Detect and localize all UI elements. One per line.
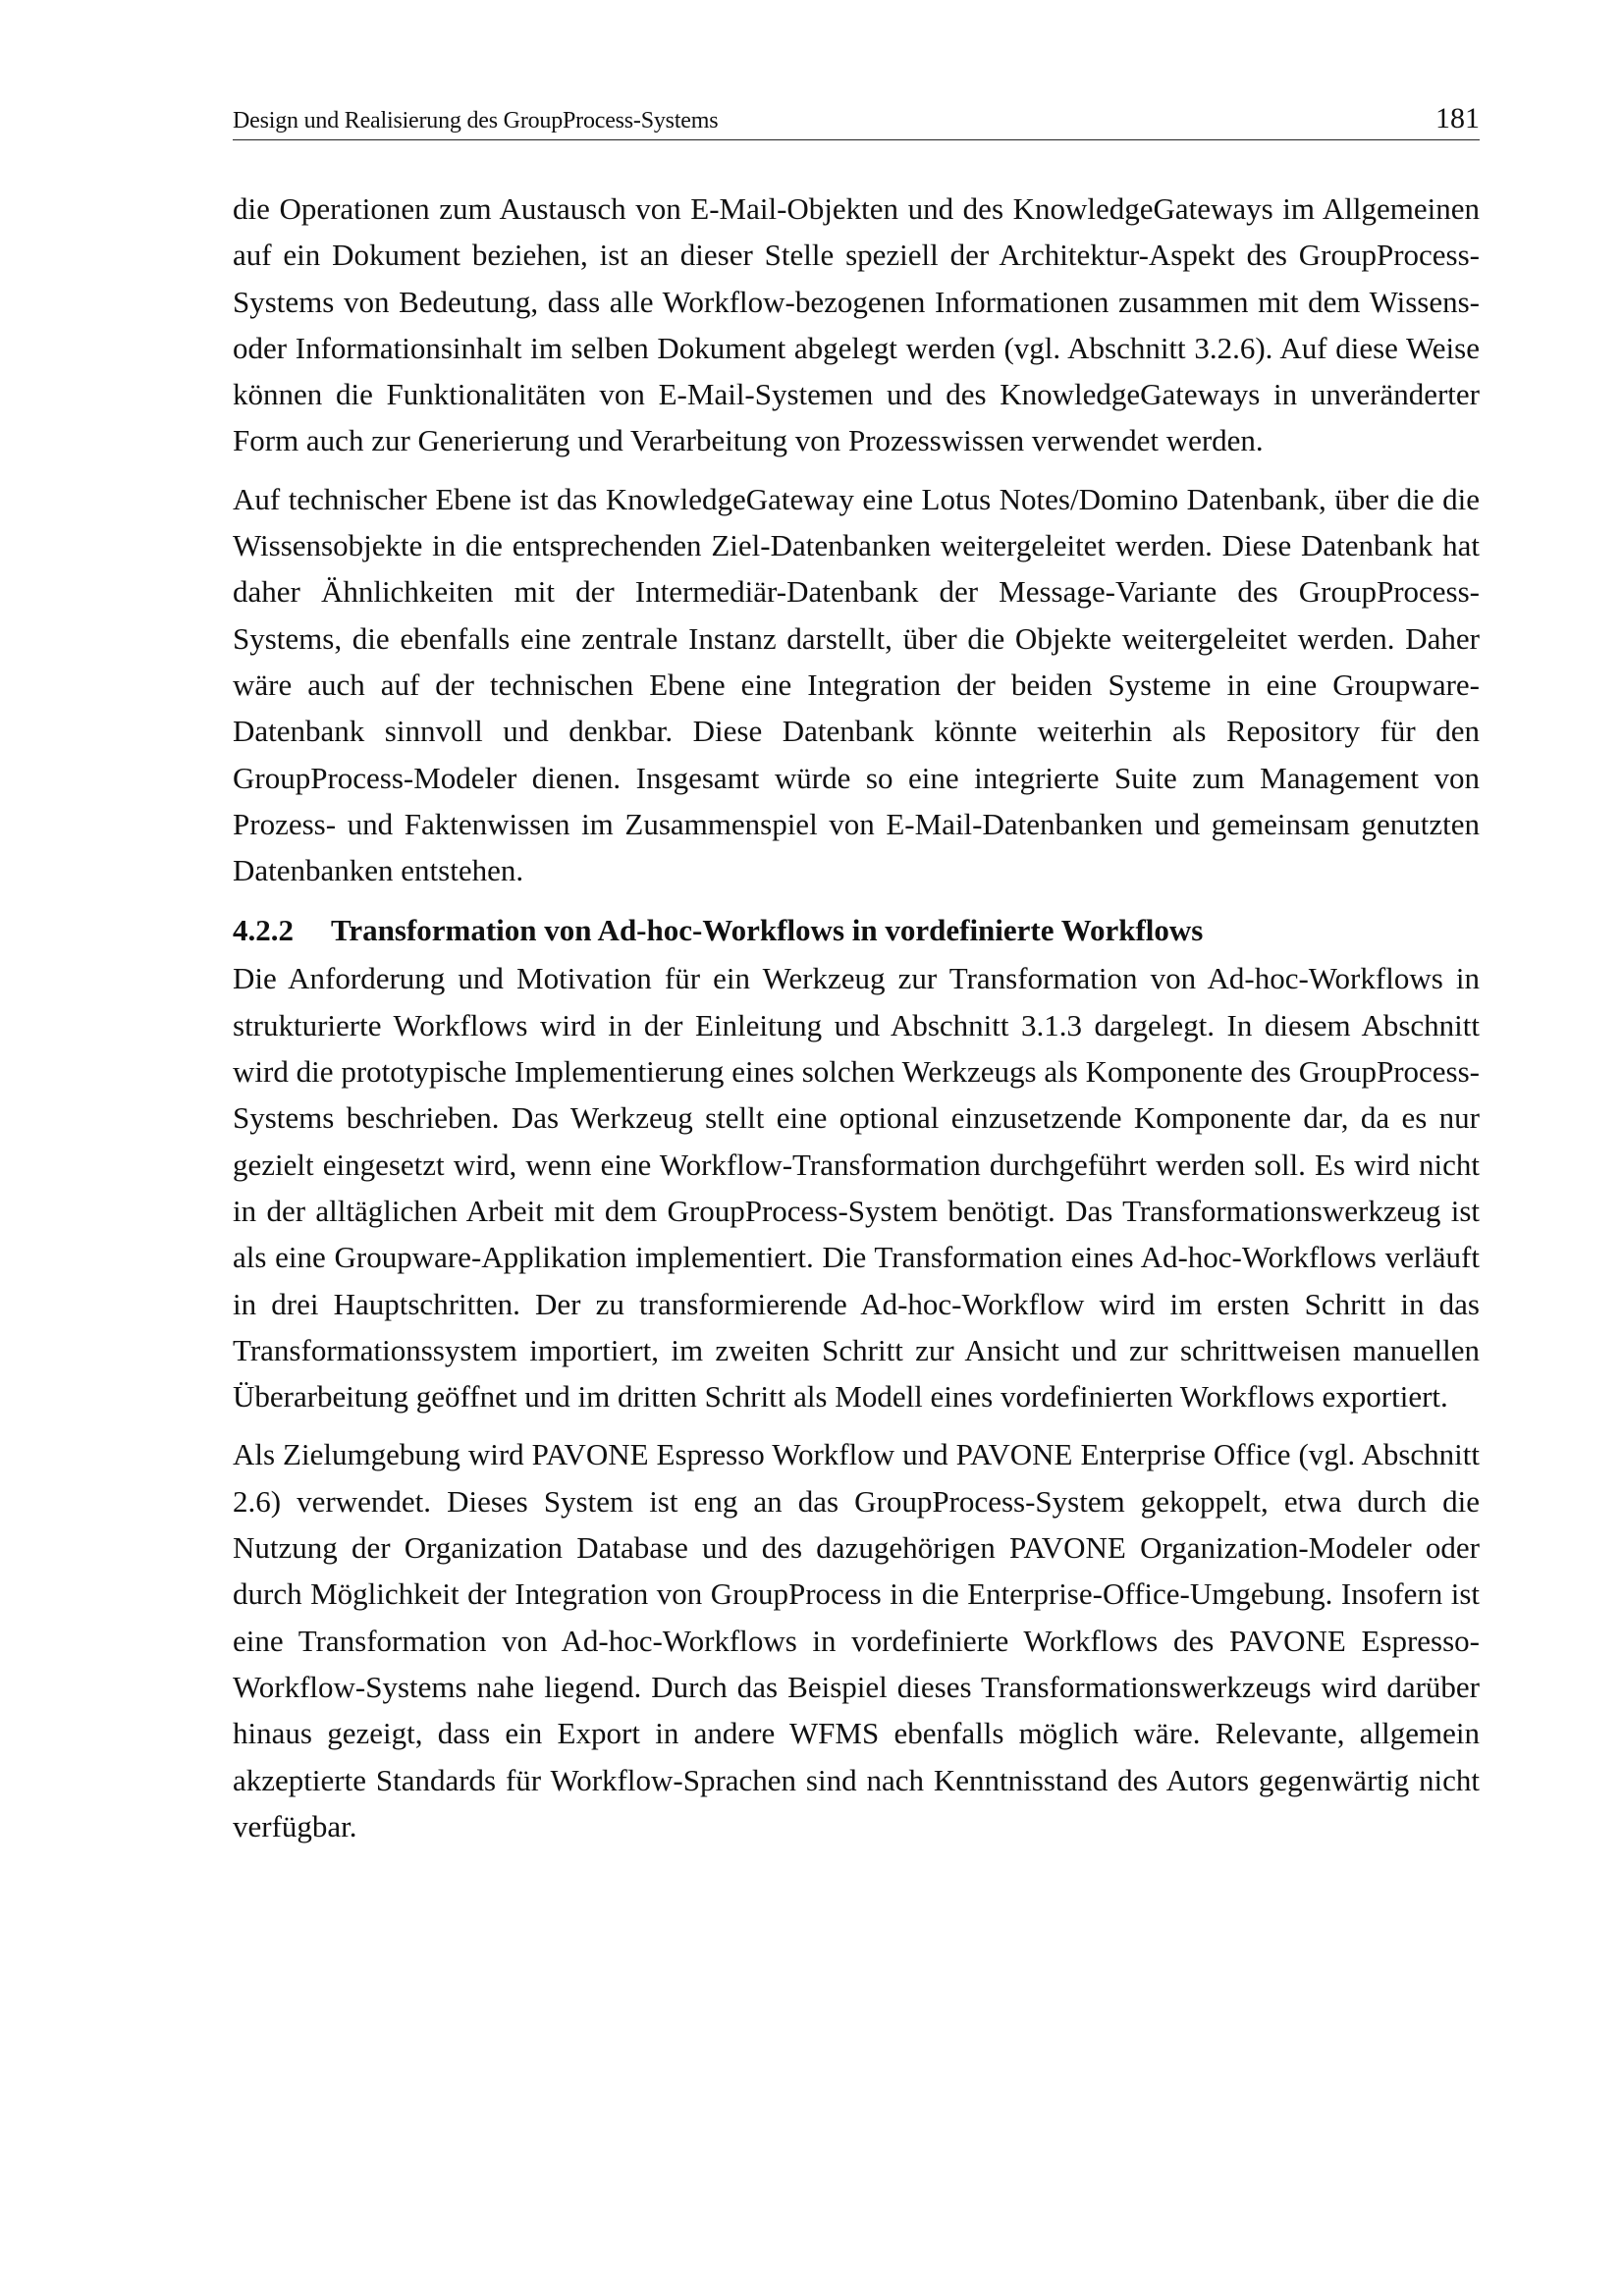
section-number: 4.2.2 [233, 913, 294, 948]
paragraph: Auf technischer Ebene ist das KnowledgeGateway eine Lotus Notes/Domino Datenbank, über die die Wissensobjekte in die entsprechenden Ziel-Datenbanken weitergeleitet werden. Diese Datenbank hat daher Ähnlichkeiten mit der Intermediär-Datenbank der Message-Variante des GroupProcess-Systems, die ebenfalls eine zentrale Instanz darstellt, über die Objekte weitergeleitet werden. Daher wäre auch auf der technischen Ebene eine Integration der beiden Systeme in eine Groupware-Datenbank sinnvoll und denkbar. Diese Datenbank könnte weiterhin als Repository für den GroupProcess-Modeler dienen. Insgesamt würde so eine integrierte Suite zum Management von Prozess- und Faktenwissen im Zusammenspiel von E-Mail-Datenbanken und gemeinsam genutzten Datenbanken entstehen. [233, 481, 1480, 888]
paragraph: die Operationen zum Austausch von E-Mail-Objekten und des KnowledgeGateways im Allgemeinen auf ein Dokument beziehen, ist an dieser Stelle speziell der Architektur-Aspekt des GroupProcess-Systems von Bedeutung, dass alle Workflow-bezogenen Informationen zusammen mit dem Wissens- oder Informationsinhalt im selben Dokument abgelegt werden (vgl. Abschnitt 3.2.6). Auf diese Weise können die Funktionalitäten von E-Mail-Systemen und des KnowledgeGateways in unveränderter Form auch zur Generierung und Verarbeitung von Prozesswissen verwendet werden. [233, 191, 1480, 458]
section-heading [233, 907, 1480, 953]
body-text [233, 186, 1480, 1849]
document-page [233, 98, 1480, 1849]
header-title: Design und Realisierung des GroupProcess-Systems [233, 108, 719, 133]
page-number: 181 [1435, 102, 1480, 134]
paragraph: Die Anforderung und Motivation für ein Werkzeug zur Transformation von Ad-hoc-Workflows in strukturierte Workflows wird in der Einleitung und Abschnitt 3.1.3 dargelegt. In diesem Abschnitt wird die prototypische Implementierung eines solchen Werkzeugs als Komponente des GroupProcess-Systems beschrieben. Das Werkzeug stellt eine optional einzusetzende Komponente dar, da es nur gezielt eingesetzt wird, wenn eine Workflow-Transformation durchgeführt werden soll. Es wird nicht in der alltäglichen Arbeit mit dem GroupProcess-System benötigt. Das Transformationswerkzeug ist als eine Groupware-Applikation implementiert. Die Transformation eines Ad-hoc-Workflows verläuft in drei Hauptschritten. Der zu transformierende Ad-hoc-Workflow wird im ersten Schritt in das Transformationssystem importiert, im zweiten Schritt zur Ansicht und zur schrittweisen manuellen Überarbeitung geöffnet und im dritten Schritt als Modell eines vordefinierten Workflows exportiert. [233, 961, 1480, 1415]
paragraph: Als Zielumgebung wird PAVONE Espresso Workflow und PAVONE Enterprise Office (vgl. Abschnitt 2.6) verwendet. Dieses System ist eng an das GroupProcess-System gekoppelt, etwa durch die Nutzung der Organization Database und des dazugehörigen PAVONE Organization-Modeler oder durch Möglichkeit der Integration von GroupProcess in die Enterprise-Office-Umgebung. Insofern ist eine Transformation von Ad-hoc-Workflows in vordefinierte Workflows des PAVONE Espresso-Workflow-Systems nahe liegend. Durch das Beispiel dieses Transformationswerkzeugs wird darüber hinaus gezeigt, dass ein Export in andere WFMS ebenfalls möglich wäre. Relevante, allgemein akzeptierte Standards für Workflow-Sprachen sind nach Kenntnisstand des Autors gegenwärtig nicht verfügbar. [233, 1437, 1480, 1843]
section-title: Transformation von Ad-hoc-Workflows in vordefinierte Workflows [331, 913, 1204, 948]
running-header [233, 98, 1480, 140]
